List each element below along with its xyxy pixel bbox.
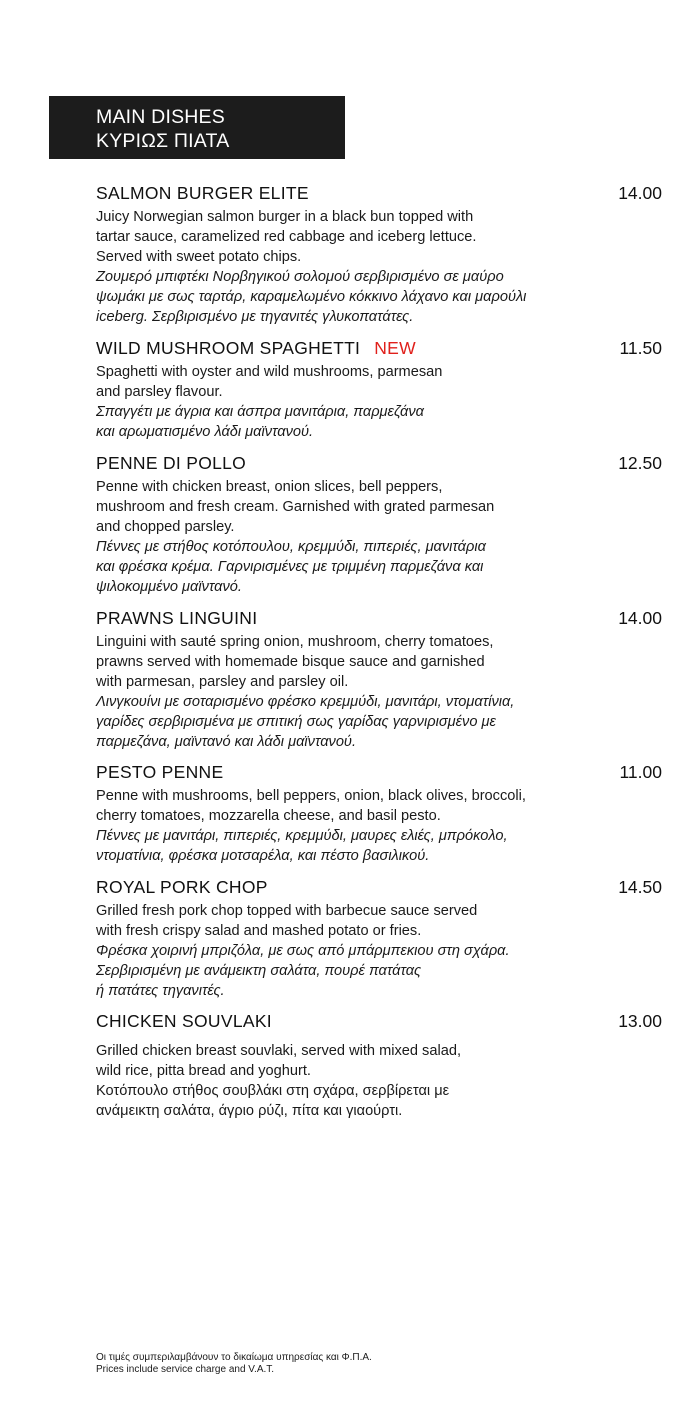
menu-item-price: 11.00: [619, 762, 662, 782]
menu-item-description-gr: παρμεζάνα, μαϊντανό και λάδι μαϊντανού.: [96, 734, 357, 750]
menu-item-description-gr: Πέννες με μανιτάρι, πιπεριές, κρεμμύδι, μαυρες ελιές, μπρόκολο,: [96, 828, 508, 844]
menu-item-description-gr: Σπαγγέτι με άγρια και άσπρα μανιτάρια, παρμεζάνα: [96, 404, 424, 420]
menu-item-description-en: prawns served with homemade bisque sauce and garnished: [96, 654, 485, 670]
menu-item-header: [96, 760, 666, 786]
section-header: [49, 96, 345, 159]
menu-item: [96, 606, 666, 752]
menu-item-price: 12.50: [618, 453, 662, 473]
menu-item-description-gr: ανάμεικτη σαλάτα, άγριο ρύζι, πίτα και γιαούρτι.: [96, 1103, 403, 1119]
menu-item: [96, 1009, 666, 1121]
footer-note-en: Prices include service charge and V.A.T.: [96, 1364, 275, 1375]
menu-item-description-en: Penne with chicken breast, onion slices, bell peppers,: [96, 479, 443, 495]
menu-item-description-gr: ψωμάκι με σως ταρτάρ, καραμελωμένο κόκκινο λάχανο και μαρούλι: [96, 289, 527, 305]
menu-item-description-gr: ψιλοκομμένο μαϊντανό.: [96, 579, 242, 595]
menu-item-price: 11.50: [619, 338, 662, 358]
menu-item: [96, 451, 666, 597]
menu-item-header: [96, 606, 666, 632]
menu-item-name: PENNE DI POLLO: [96, 453, 247, 473]
menu-item: [96, 336, 666, 442]
menu-item-description-gr: ντοματίνια, φρέσκα μοτσαρέλα, και πέστο βασιλικού.: [96, 848, 430, 864]
menu-item-description-gr: Πέννες με στήθος κοτόπουλου, κρεμμύδι, πιπεριές, μανιτάρια: [96, 539, 486, 555]
section-title-gr: ΚΥΡΙΩΣ ΠΙΑΤΑ: [96, 130, 230, 152]
menu-item-description-en: tartar sauce, caramelized red cabbage and iceberg lettuce.: [96, 229, 477, 245]
menu-item-price: 14.50: [618, 877, 662, 897]
menu-item-price: 14.00: [618, 183, 662, 203]
menu-item-description-en: Served with sweet potato chips.: [96, 249, 302, 265]
menu-item-description-gr: Φρέσκα χοιρινή μπριζόλα, με σως από μπάρμπεκιου στη σχάρα.: [96, 943, 510, 959]
menu-item-description-gr: γαρίδες σερβιρισμένα με σπιτική σως γαρίδας γαρνιρισμένο με: [96, 714, 496, 730]
menu-item-description-en: cherry tomatoes, mozzarella cheese, and basil pesto.: [96, 808, 441, 824]
menu-item-description-gr: ή πατάτες τηγανιτές.: [96, 983, 225, 999]
menu-item-header: [96, 181, 666, 207]
menu-item: [96, 181, 666, 327]
menu-item-description-en: Penne with mushrooms, bell peppers, onion, black olives, broccoli,: [96, 788, 526, 804]
menu-item-price: 14.00: [618, 608, 662, 628]
menu-item-name: PESTO PENNE: [96, 762, 224, 782]
menu-item-name: WILD MUSHROOM SPAGHETTI: [96, 338, 361, 358]
menu-item-description-gr: iceberg. Σερβιρισμένο με τηγανιτές γλυκοπατάτες.: [96, 309, 414, 325]
menu-item-header: [96, 336, 666, 362]
menu-item-description-en: Linguini with sauté spring onion, mushroom, cherry tomatoes,: [96, 634, 494, 650]
menu-item-description-gr: Κοτόπουλο στήθος σουβλάκι στη σχάρα, σερβίρεται με: [96, 1083, 450, 1099]
menu-item-name: CHICKEN SOUVLAKI: [96, 1011, 272, 1031]
menu-item-description-gr: Λινγκουίνι με σοταρισμένο φρέσκο κρεμμύδι, μανιτάρι, ντοματίνια,: [96, 694, 515, 710]
menu-item-description-en: and chopped parsley.: [96, 519, 235, 535]
menu-item-name: PRAWNS LINGUINI: [96, 608, 258, 628]
footer-note: [96, 1352, 372, 1376]
menu-item-description-en: Grilled fresh pork chop topped with barbecue sauce served: [96, 903, 478, 919]
menu-item-header: [96, 1009, 666, 1035]
menu-item-description-en: with fresh crispy salad and mashed potato or fries.: [96, 923, 422, 939]
menu-item-header: [96, 451, 666, 477]
menu-item-description-gr: και αρωματισμένο λάδι μαϊντανού.: [96, 424, 314, 440]
menu-item-description-gr: Ζουμερό μπιφτέκι Νορβηγικού σολομού σερβιρισμένο σε μαύρο: [96, 269, 504, 285]
menu-item: [96, 875, 666, 1001]
menu-item-description-en: Spaghetti with oyster and wild mushrooms, parmesan: [96, 364, 443, 380]
menu-item-description-en: Grilled chicken breast souvlaki, served with mixed salad,: [96, 1043, 462, 1059]
menu-item-description-en: Juicy Norwegian salmon burger in a black bun topped with: [96, 209, 474, 225]
menu-item-description-en: wild rice, pitta bread and yoghurt.: [96, 1063, 311, 1079]
section-title-en: MAIN DISHES: [96, 106, 225, 128]
menu-item-description-gr: Σερβιρισμένη με ανάμεικτη σαλάτα, πουρέ πατάτας: [96, 963, 422, 979]
menu-item-description-gr: και φρέσκα κρέμα. Γαρνιρισμένες με τριμμένη παρμεζάνα και: [96, 559, 484, 575]
menu-item-header: [96, 875, 666, 901]
menu-item-name: ROYAL PORK CHOP: [96, 877, 268, 897]
menu-item-price: 13.00: [618, 1011, 662, 1031]
new-badge: NEW: [374, 338, 416, 358]
menu-item-description-en: mushroom and fresh cream. Garnished with grated parmesan: [96, 499, 495, 515]
menu-item-description-en: and parsley flavour.: [96, 384, 223, 400]
footer-note-gr: Οι τιμές συμπεριλαμβάνουν το δικαίωμα υπηρεσίας και Φ.Π.Α.: [96, 1352, 372, 1363]
menu-item-name: SALMON BURGER ELITE: [96, 183, 309, 203]
menu-item-description-en: with parmesan, parsley and parsley oil.: [96, 674, 349, 690]
menu-item: [96, 760, 666, 866]
